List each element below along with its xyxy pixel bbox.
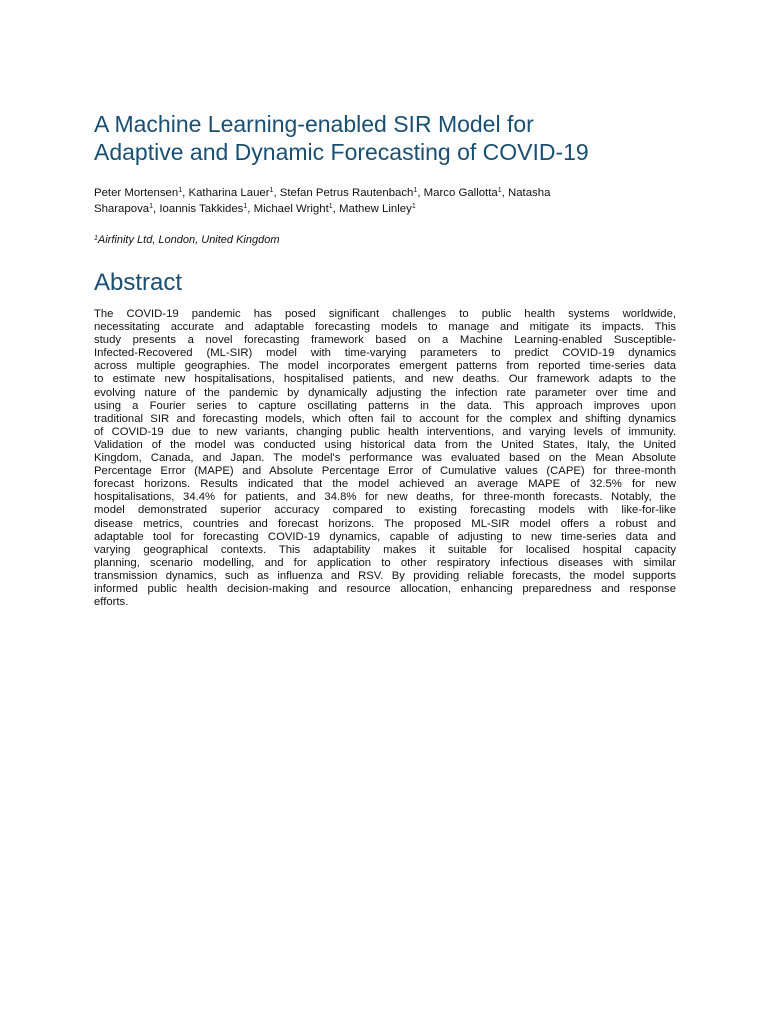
- abstract-line: Percentage Error (MAPE) and Absolute Percentage Error of Cumulative values (CAPE) for three-month: [94, 465, 676, 478]
- affiliation-marker: 1: [94, 235, 98, 242]
- abstract-line: hospitalisations, 34.4% for patients, and 34.8% for new deaths, for three-month forecasts. Notably, the: [94, 491, 676, 504]
- abstract-line: transmission dynamics, such as influenza and RSV. By providing reliable forecasts, the model supports: [94, 569, 676, 582]
- abstract-line: to estimate new hospitalisations, hospitalised patients, and new deaths. Our framework adapts to the: [94, 373, 676, 386]
- author-separator: ,: [182, 187, 189, 199]
- author-name: Natasha: [507, 187, 551, 199]
- author-separator: ,: [153, 203, 160, 215]
- abstract-line: necessitating accurate and adaptable forecasting models to manage and mitigate its impacts. This: [94, 321, 676, 334]
- affiliation-marker: 1: [411, 203, 416, 210]
- abstract-line: forecast horizons. Results indicated that the model achieved an average MAPE of 32.5% for new: [94, 478, 676, 491]
- author-separator: ,: [247, 203, 254, 215]
- title-line: A Machine Learning-enabled SIR Model for: [94, 111, 534, 137]
- author-line: [94, 185, 676, 201]
- affiliation-marker: 1: [497, 187, 502, 194]
- abstract-line: adaptable tool for forecasting COVID-19 dynamics, capable of adjusting to new time-series data and: [94, 530, 676, 543]
- author-name: Marco Gallotta: [423, 187, 498, 199]
- author-list: [94, 185, 676, 217]
- abstract-line: Validation of the model was conducted using historical data from the United States, Italy, the United: [94, 438, 676, 451]
- affiliation-marker: 1: [243, 203, 248, 210]
- abstract-line: across multiple geographies. The model incorporates emergent patterns from reported time-series data: [94, 360, 676, 373]
- affiliation: [94, 233, 280, 248]
- abstract-line: Kingdom, Canada, and Japan. The model's performance was evaluated based on the Mean Absolute: [94, 452, 676, 465]
- abstract-line: informed public health decision-making and resource allocation, enhancing preparedness and response: [94, 582, 676, 595]
- affiliation-marker: 1: [149, 203, 154, 210]
- affiliation-marker: 1: [328, 203, 333, 210]
- author-line: [94, 201, 676, 217]
- abstract-line: study presents a novel forecasting framework based on a Machine Learning-enabled Susceptible-: [94, 334, 676, 347]
- abstract-line: evolving nature of the pandemic by dynamically adjusting the infection rate parameter over time and: [94, 386, 676, 399]
- abstract-body: [94, 308, 676, 609]
- affiliation-marker: 1: [269, 187, 274, 194]
- author-separator: ,: [417, 187, 424, 199]
- author-name: Sharapova: [94, 203, 150, 215]
- author-separator: ,: [332, 203, 339, 215]
- author-separator: ,: [501, 187, 508, 199]
- abstract-line: efforts.: [94, 596, 129, 609]
- author-name: Mathew Linley: [339, 203, 412, 215]
- abstract-line: Infected-Recovered (ML-SIR) model with time-varying parameters to predict COVID-19 dynamics: [94, 347, 676, 360]
- affiliation-marker: 1: [413, 187, 418, 194]
- abstract-line: planning, scenario modelling, and for application to other respiratory infectious diseases with similar: [94, 556, 676, 569]
- author-name: Katharina Lauer: [188, 187, 270, 199]
- abstract-line: model demonstrated superior accuracy compared to existing forecasting models with like-for-like: [94, 504, 676, 517]
- title-line: Adaptive and Dynamic Forecasting of COVID-19: [94, 139, 589, 165]
- author-separator: ,: [273, 187, 280, 199]
- author-name: Michael Wright: [253, 203, 329, 215]
- abstract-line: using a Fourier series to capture oscillating patterns in the data. This approach improves upon: [94, 399, 676, 412]
- abstract-heading: Abstract: [94, 269, 183, 296]
- abstract-line: traditional SIR and forecasting models, which often fail to account for the complex and shifting dynamics: [94, 412, 676, 425]
- affiliation-marker: 1: [178, 187, 183, 194]
- author-name: Stefan Petrus Rautenbach: [279, 187, 414, 199]
- paper-title: [94, 110, 694, 166]
- author-name: Peter Mortensen: [94, 187, 179, 199]
- abstract-line: of COVID-19 due to new variants, changing public health interventions, and varying levels of immunity.: [94, 425, 676, 438]
- abstract-line: varying geographical contexts. This adaptability makes it suitable for localised hospital capacity: [94, 543, 676, 556]
- affiliation-text: Airfinity Ltd, London, United Kingdom: [97, 234, 280, 246]
- abstract-line: The COVID-19 pandemic has posed significant challenges to public health systems worldwide,: [94, 308, 676, 320]
- abstract-line: disease metrics, countries and forecast horizons. The proposed ML-SIR model offers a robust and: [94, 517, 676, 530]
- author-name: Ioannis Takkides: [159, 203, 244, 215]
